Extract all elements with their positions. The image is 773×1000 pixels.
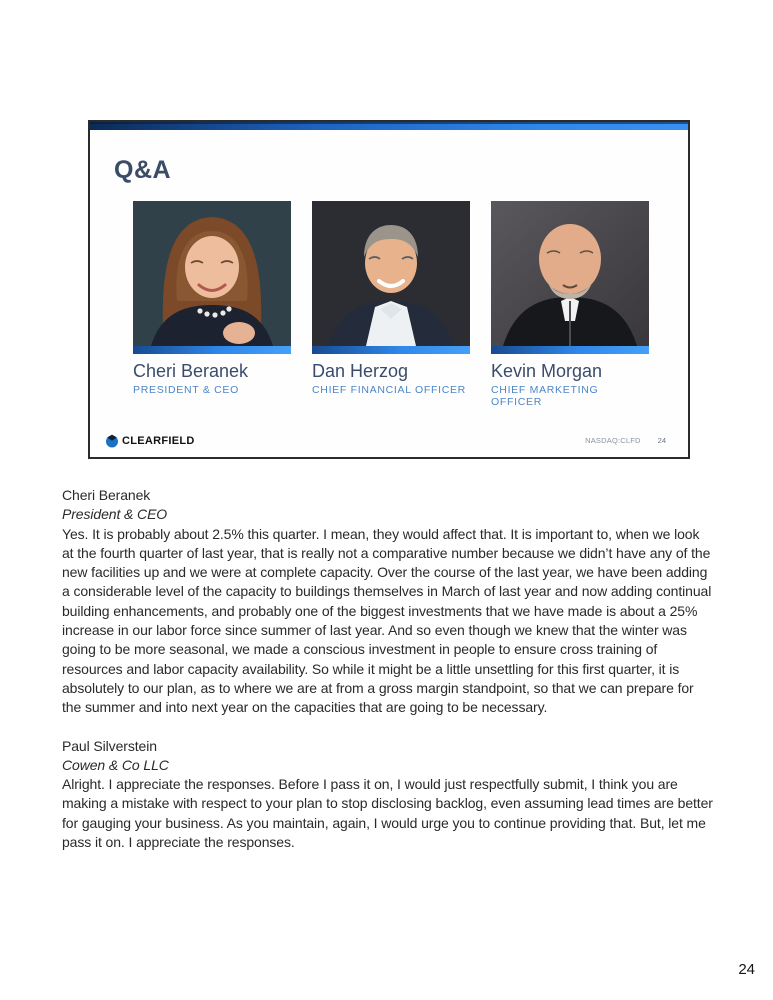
portrait-kevin-morgan [491,201,649,346]
person-card-kevin-morgan [491,201,649,408]
portrait-cheri-beranek [133,201,291,346]
ticker-label: NASDAQ:CLFD [585,436,641,445]
speaker-affiliation: President & CEO [62,506,168,523]
speech-text: Yes. It is probably about 2.5% this quarter. I mean, they would affect that. It is important to, when we look at the fourth quarter of last year, that is really not a comparative number because we didn’t have any of the new facilities up and we were at complete capacity. Over the course of the last year, we have been adding a considerable level of the capacity to buildings themselves in March of last year and now adding continual building enhancements, and probably one of the biggest investments that we have made is about a 25% increase in our labor force since summer of last year. And so even though we knew that the winter was going to be more seasonal, we made a conscious investment in people to ensure cross training of resources and labor capacity availability. So while it might be a little unsettling for this first quarter, it is absolutely to our plan, as to where we are at from a gross margin standpoint, so that we can prepare for the summer and into next year on the capacities that are going to be necessary. [62,525,712,716]
photo-accent-bar [491,346,649,354]
slide-page-number: 24 [657,436,666,445]
photo-accent-bar [312,346,470,354]
clearfield-logo-icon [105,434,119,448]
person-title: CHIEF FINANCIAL OFFICER [312,384,466,396]
transcript-entry-paul-silverstein [62,737,714,853]
slide-accent-bar [90,122,688,130]
slide-footer-right [585,436,666,445]
photo-accent-bar [133,346,291,354]
document-page-number: 24 [738,961,755,978]
person-name: Kevin Morgan [491,361,603,381]
transcript [62,486,714,852]
speaker-name: Paul Silverstein [62,737,157,754]
slide-title: Q&A [114,156,172,184]
clearfield-logo-text: CLEARFIELD [122,435,195,447]
portrait-dan-herzog [312,201,470,346]
transcript-entry-cheri-beranek [62,486,714,718]
clearfield-logo [105,434,195,448]
person-title: CHIEF MARKETING OFFICER [491,384,599,408]
people-row [133,201,688,408]
qa-slide [88,120,690,459]
person-name: Cheri Beranek [133,361,249,381]
speech-text: Alright. I appreciate the responses. Before I pass it on, I would just respectfully submit, I think you are making a mistake with respect to your plan to stop disclosing backlog, even assuming lead times are better for gauging your business. As you maintain, again, I would urge you to continue providing that. But, let me pass it on. I appreciate the responses. [62,776,713,851]
person-card-cheri-beranek [133,201,291,408]
person-name: Dan Herzog [312,361,409,381]
person-title: PRESIDENT & CEO [133,384,239,396]
speaker-name: Cheri Beranek [62,487,151,503]
person-card-dan-herzog [312,201,470,408]
speaker-affiliation: Cowen & Co LLC [62,756,169,773]
